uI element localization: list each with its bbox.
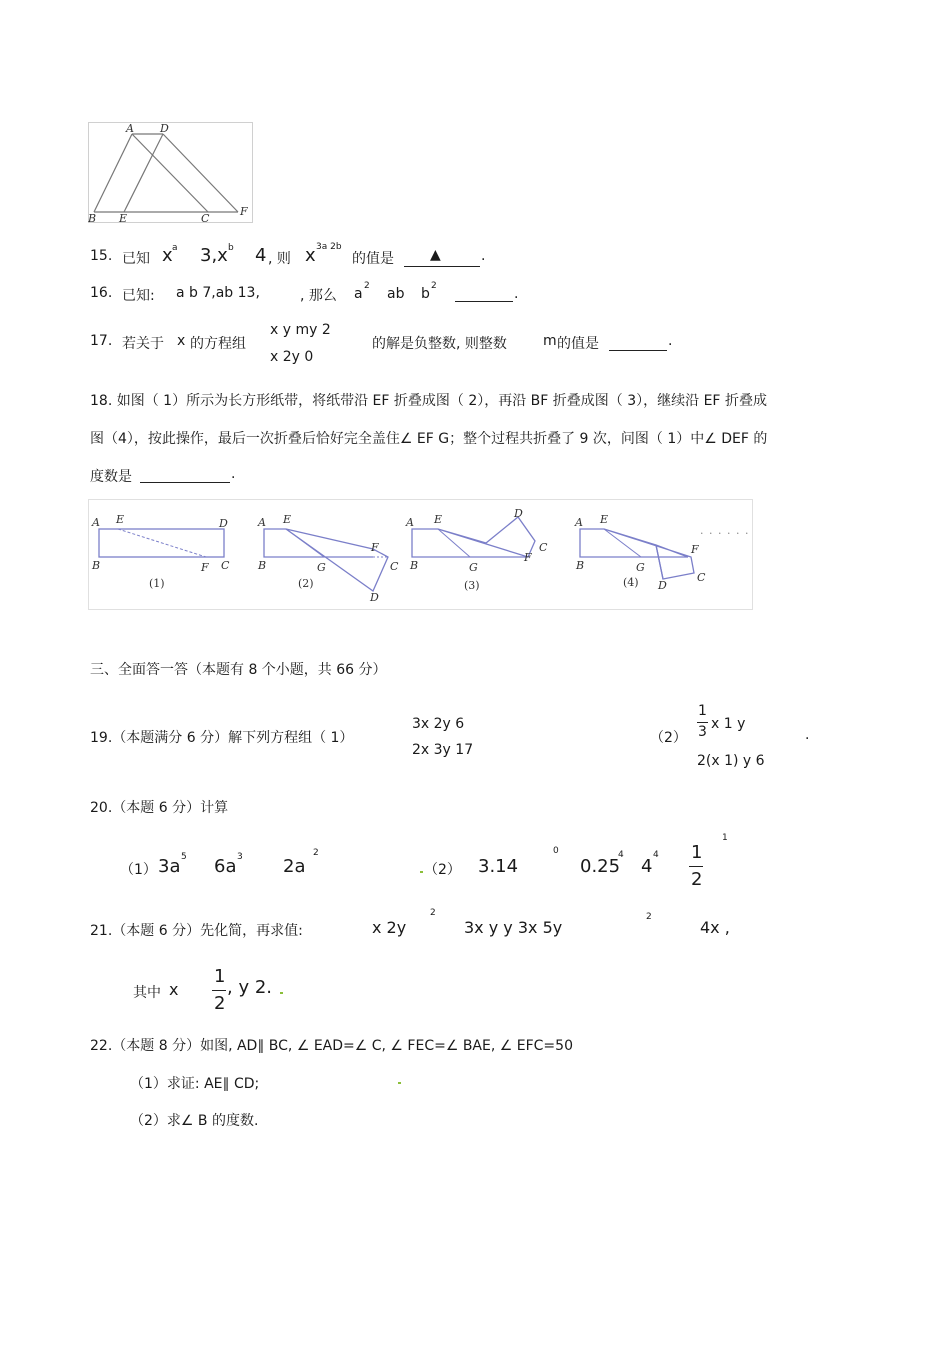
q20-exp3: 2: [313, 848, 319, 858]
q21-expr2: 3x y y 3x 5y: [464, 918, 563, 937]
q17-var: x: [177, 333, 186, 349]
s3-label-F: F: [524, 551, 532, 564]
folding-strip-figure: [88, 499, 754, 611]
s3-label-C: C: [539, 541, 548, 554]
s2-label-F: F: [371, 541, 379, 554]
s1-label-A: A: [92, 516, 100, 529]
q15-end: .: [481, 248, 486, 264]
q20-term4: 3.14: [478, 856, 519, 877]
q16-pre: 已知:: [122, 288, 155, 304]
q16-number: 16.: [90, 285, 113, 301]
trapezoid-figure: [88, 122, 254, 224]
q20-exp4: 0: [553, 846, 559, 856]
q21-expr3: 4x ,: [700, 918, 730, 937]
q15-pre: 已知: [122, 251, 150, 267]
q21-tail: , y 2.: [227, 977, 272, 998]
q22-text: 22.（本题 8 分）如图, AD∥ BC, ∠ EAD=∠ C, ∠ FEC=∠ BAE, ∠ EFC=50: [90, 1038, 573, 1054]
strip-1: [91, 513, 230, 590]
label-F: F: [240, 205, 248, 218]
q17-system-row2: x 2y 0: [270, 349, 314, 365]
s4-label-E: E: [600, 513, 609, 526]
s2-label-B: B: [258, 559, 267, 572]
section-3-title: 三、全面答一答（本题有 8 个小题，共 66 分）: [90, 662, 387, 678]
q18-line2: 图（4），按此操作，最后一次折叠后恰好完全盖住∠ EF G；整个过程共折叠了 9 次，问图（ 1）中∠ DEF 的: [90, 431, 768, 447]
q21-expr1: x 2y: [372, 918, 407, 937]
q19-part2: （2）: [650, 730, 687, 746]
q20-exp6: 4: [653, 850, 659, 860]
q19-frac-den: 3: [698, 724, 707, 740]
q20-term1: 3a: [158, 856, 181, 877]
speck: [280, 992, 283, 994]
label-A: A: [126, 122, 134, 135]
q21-exp2: 2: [646, 912, 652, 922]
q22-sub1: （1）求证: AE∥ CD;: [130, 1076, 260, 1092]
q20-text: 20.（本题 6 分）计算: [90, 800, 229, 816]
s3-label-G: G: [469, 561, 478, 574]
s2-label-A: A: [258, 516, 266, 529]
q17-post: 的解是负整数, 则整数: [372, 336, 507, 352]
s3-label-B: B: [410, 559, 419, 572]
s4-label-B: B: [576, 559, 585, 572]
q19-frac-num: 1: [698, 703, 707, 719]
caption-1: (1): [149, 577, 165, 590]
s3-label-A: A: [406, 516, 414, 529]
q20-frac-line: [689, 866, 703, 867]
q19-system2-row2: 2(x 1) y 6: [697, 753, 765, 769]
q15-answer-blank: [404, 265, 480, 267]
q21-frac-line: [212, 990, 226, 991]
q19-system1-row1: 3x 2y 6: [412, 716, 465, 732]
q21-frac-den: 2: [214, 993, 226, 1014]
q15-exp3: 3a 2b: [316, 242, 342, 252]
strip-4: [574, 513, 706, 592]
q15-v1: 3,x: [200, 245, 228, 266]
caption-4: (4): [623, 576, 639, 589]
q16-post: , 那么: [300, 288, 337, 304]
q20-term6: 4: [641, 856, 653, 877]
q20-term2: 6a: [214, 856, 237, 877]
q15-x1: x: [162, 245, 173, 266]
q20-term5: 0.25: [580, 856, 621, 877]
q16-end: .: [514, 286, 519, 302]
q16-exp1: 2: [364, 281, 370, 291]
q21-text: 21.（本题 6 分）先化简，再求值:: [90, 923, 303, 939]
q20-exp7: 1: [722, 833, 728, 843]
s4-label-G: G: [636, 561, 645, 574]
q20-part1: （1）: [120, 862, 157, 878]
q15-v2: 4: [255, 245, 267, 266]
s2-label-E: E: [283, 513, 292, 526]
q17-pre: 若关于: [122, 336, 164, 352]
q16-answer-blank: [455, 300, 513, 302]
label-D: D: [160, 122, 169, 135]
q16-expr: a b 7,ab 13,: [176, 285, 260, 301]
q20-exp2: 3: [237, 852, 243, 862]
q16-ab: ab: [387, 286, 405, 302]
s4-label-F: F: [691, 543, 699, 556]
caption-3: (3): [464, 579, 480, 592]
s2-label-D: D: [370, 591, 379, 604]
q21-exp1: 2: [430, 908, 436, 918]
s3-label-E: E: [434, 513, 443, 526]
q15-answer-triangle: ▲: [430, 247, 441, 263]
q16-a: a: [354, 286, 363, 302]
q22-sub2: （2）求∠ B 的度数.: [130, 1113, 259, 1129]
q18-end: .: [231, 466, 236, 482]
q21-x: x: [169, 980, 179, 999]
speck: [420, 871, 423, 873]
q18-line1: 18. 如图（ 1）所示为长方形纸带，将纸带沿 EF 折叠成图（ 2），再沿 BF 折叠成图（ 3），继续沿 EF 折叠成: [90, 393, 767, 409]
label-E: E: [119, 212, 128, 224]
q20-exp1: 5: [181, 852, 187, 862]
q17-answer-blank: [609, 349, 667, 351]
q16-exp2: 2: [431, 281, 437, 291]
s2-label-G: G: [317, 561, 326, 574]
strip-2: [257, 513, 399, 604]
q15-mid: , 则: [268, 251, 291, 267]
q15-post: 的值是: [352, 251, 394, 267]
s4-label-A: A: [575, 516, 583, 529]
speck: [398, 1082, 401, 1084]
strip-3: [405, 507, 548, 592]
q19-text: 19.（本题满分 6 分）解下列方程组（ 1）: [90, 730, 354, 746]
s1-label-D: D: [219, 517, 228, 530]
s4-label-D: D: [658, 579, 667, 592]
q19-system2-row1: x 1 y: [711, 716, 746, 732]
q17-mid: 的方程组: [190, 336, 246, 352]
q17-post2: 的值是: [557, 336, 599, 352]
caption-2: (2): [298, 577, 314, 590]
s1-label-E: E: [116, 513, 125, 526]
s2-label-C: C: [390, 560, 399, 573]
s3-label-D: D: [514, 507, 523, 520]
continuation-dots: · · · · · ·: [700, 527, 750, 540]
s1-label-F: F: [201, 561, 209, 574]
q19-end: .: [805, 727, 810, 743]
q20-frac-num: 1: [691, 842, 703, 863]
q18-answer-blank: [140, 481, 230, 483]
q15-x2: x: [305, 245, 316, 266]
q18-line3: 度数是: [90, 469, 132, 485]
q20-part2: （2）: [424, 862, 461, 878]
label-B: B: [88, 212, 97, 224]
q16-b: b: [421, 286, 430, 302]
q20-frac-den: 2: [691, 869, 703, 890]
q17-m: m: [543, 333, 557, 349]
s1-label-B: B: [92, 559, 101, 572]
q21-where: 其中: [133, 985, 161, 1001]
q15-exp2: b: [228, 243, 234, 253]
q19-system1-row2: 2x 3y 17: [412, 742, 474, 758]
q15-number: 15.: [90, 248, 113, 264]
q21-frac-num: 1: [214, 966, 226, 987]
s4-label-C: C: [697, 571, 706, 584]
q17-end: .: [668, 333, 673, 349]
q17-number: 17.: [90, 333, 113, 349]
q15-exp1: a: [172, 243, 178, 253]
q20-exp5: 4: [618, 850, 624, 860]
q20-term3: 2a: [283, 856, 306, 877]
q19-frac-line: [697, 722, 708, 723]
s1-label-C: C: [221, 559, 230, 572]
q17-system-row1: x y my 2: [270, 322, 331, 338]
label-C: C: [201, 212, 210, 224]
